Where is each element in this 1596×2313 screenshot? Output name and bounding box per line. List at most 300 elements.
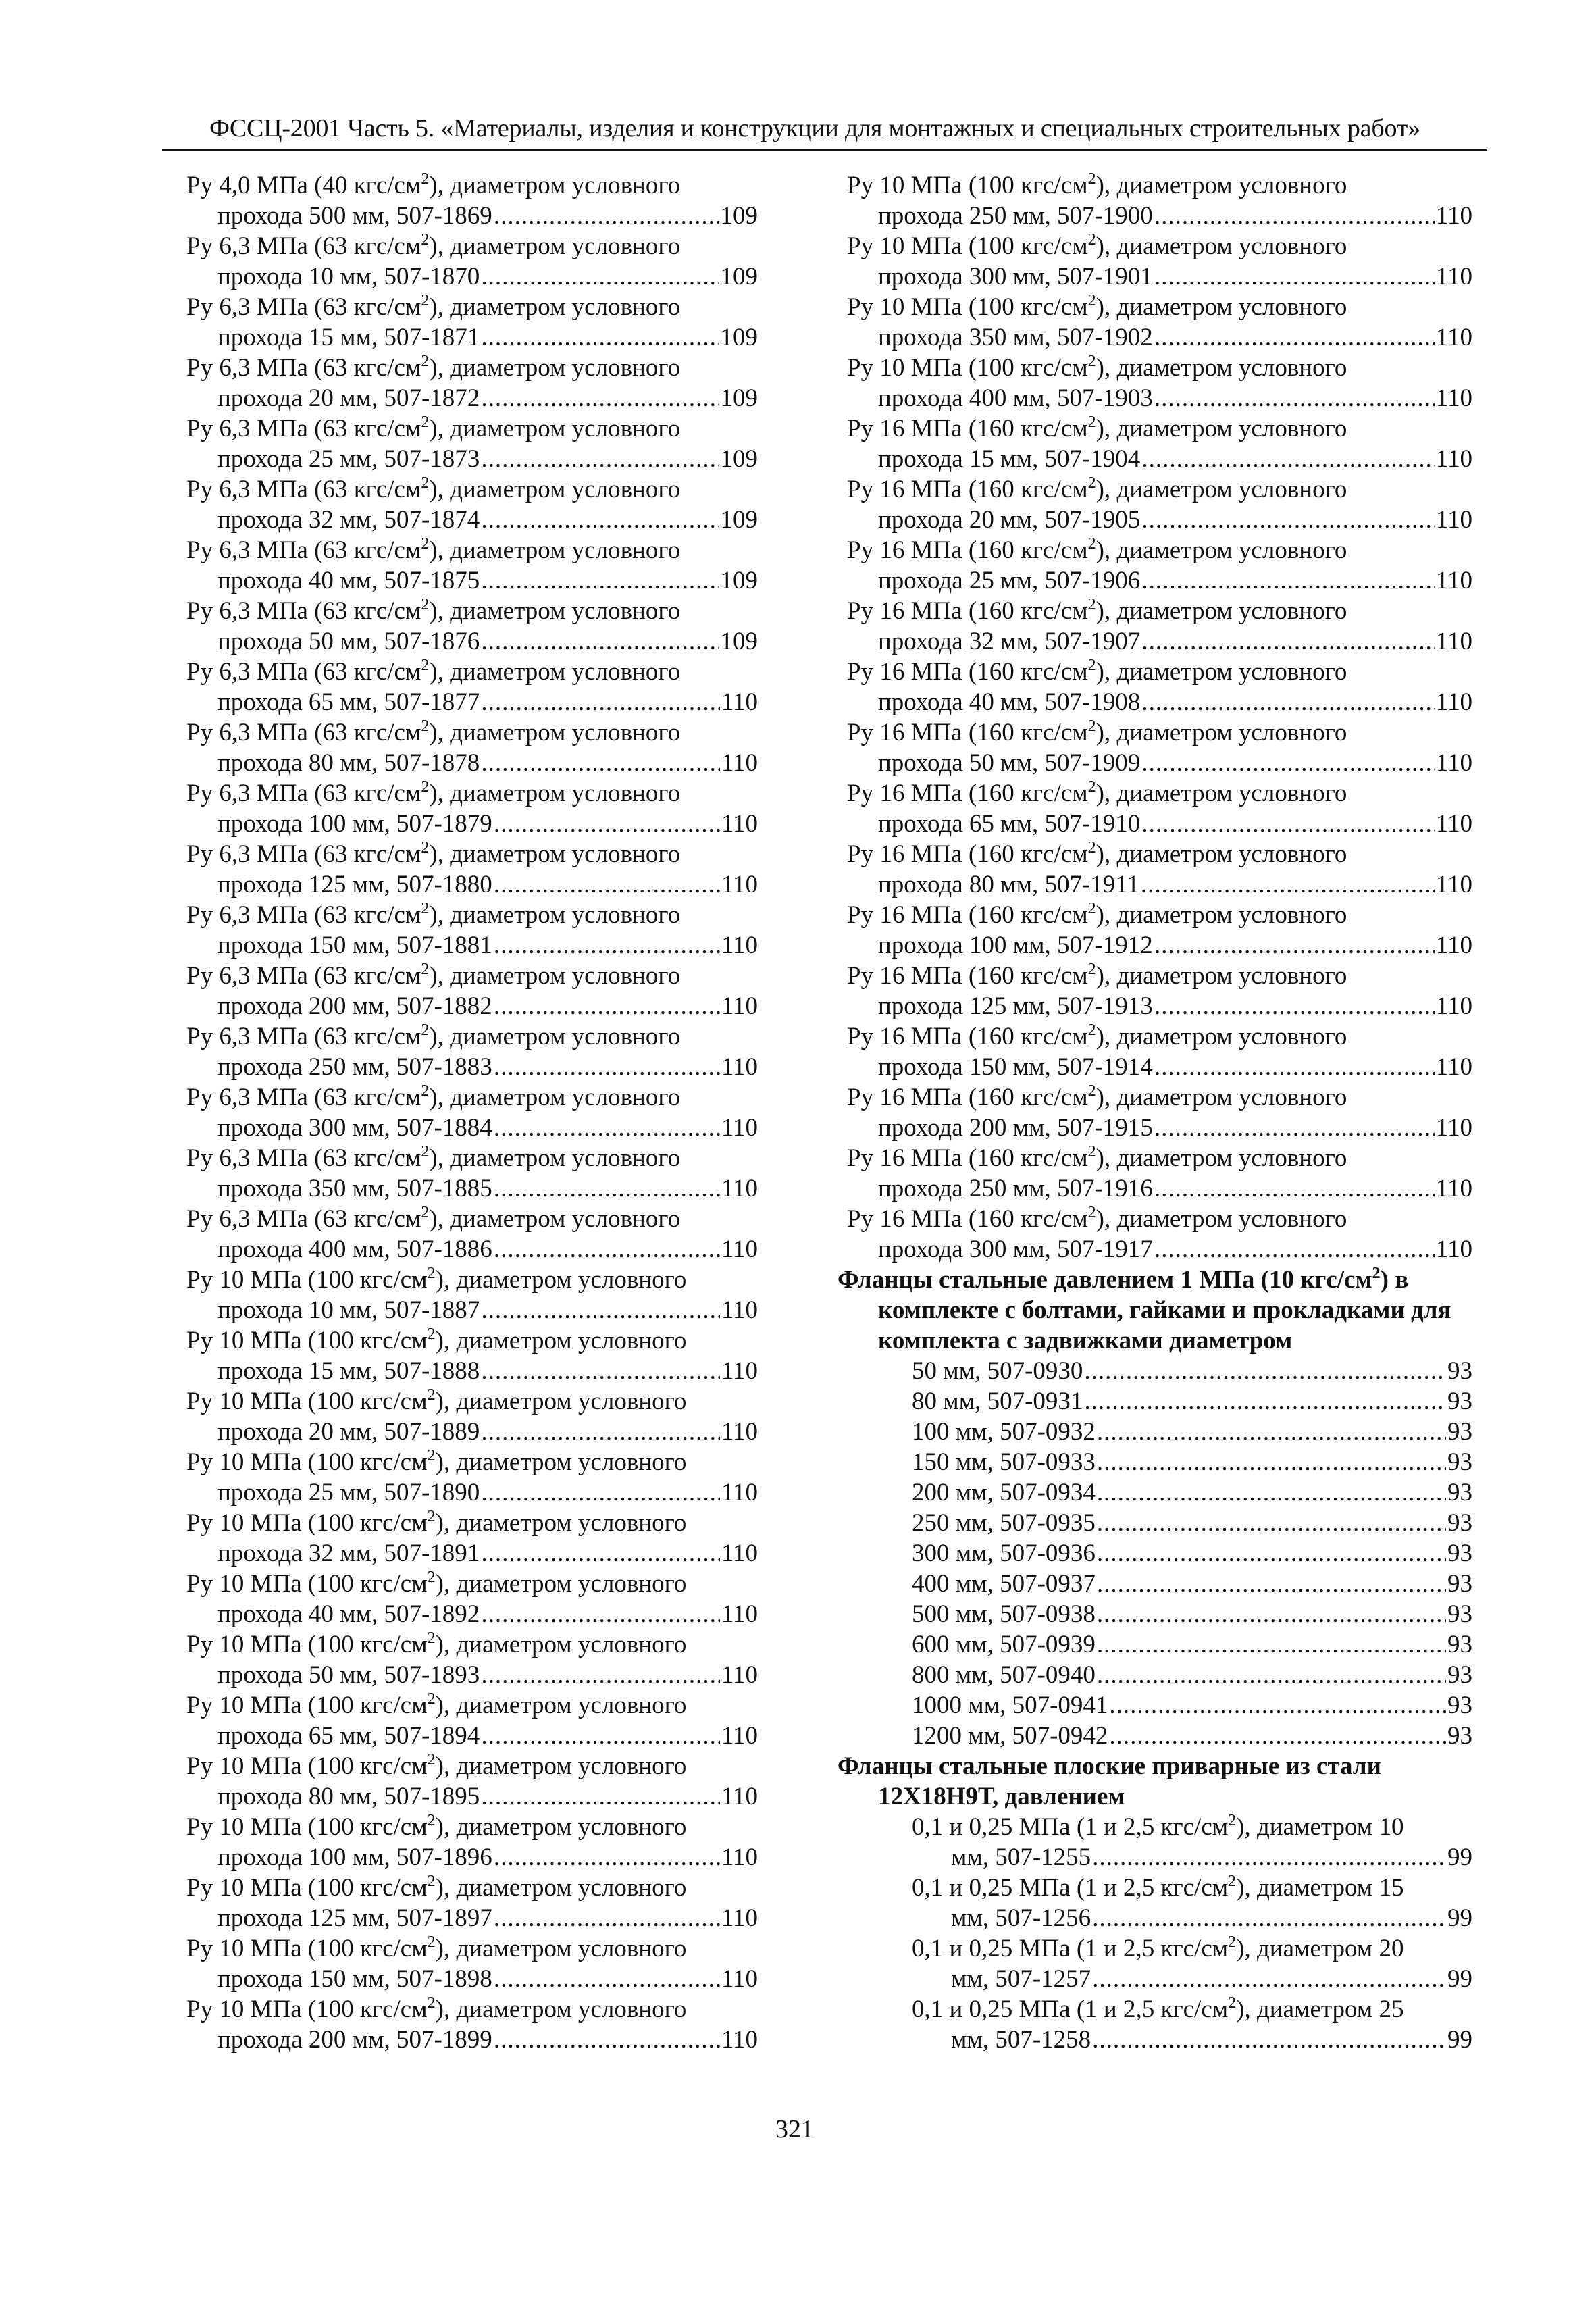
dot-leader: [494, 1234, 720, 1265]
dot-leader: [481, 1417, 720, 1447]
section-heading-line: Фланцы стальные плоские приварные из стали: [838, 1752, 1381, 1780]
entry-reference-line: [177, 1538, 758, 1569]
dot-leader: [494, 1052, 720, 1082]
item-code: 800 мм, 507-0940: [912, 1661, 1096, 1689]
dot-leader: [1154, 930, 1435, 961]
entry-reference-line: [177, 1599, 758, 1629]
entry-reference-line: [177, 201, 758, 231]
dot-leader: [494, 930, 720, 961]
entry-code: прохода 20 мм, 507-1889: [217, 1418, 480, 1446]
section-heading-line: 12Х18Н9Т, давлением: [878, 1783, 1125, 1810]
entry-page: 110: [721, 992, 758, 1020]
item-reference-line: [838, 2025, 1472, 2055]
entry-page: 110: [721, 1296, 758, 1324]
index-entry: [177, 1629, 758, 1690]
entry-code: прохода 250 мм, 507-1900: [878, 202, 1153, 230]
entry-description: Ру 10 МПа (100 кгс/$см^2$), диаметром условного: [186, 1325, 687, 1354]
entry-page: 110: [721, 1418, 758, 1446]
entry-reference-line: [177, 1113, 758, 1143]
entry-page: 110: [721, 1236, 758, 1263]
entry-page: 110: [721, 1904, 758, 1932]
entry-code: прохода 50 мм, 507-1893: [217, 1661, 480, 1689]
dot-leader: [1092, 1903, 1446, 1933]
dot-leader: [1097, 1599, 1446, 1629]
item-code: 80 мм, 507-0931: [912, 1388, 1083, 1415]
entry-reference-line: [838, 261, 1472, 292]
dot-leader: [481, 1599, 720, 1629]
item-code: 200 мм, 507-0934: [912, 1479, 1096, 1506]
entry-description: Ру 16 МПа (160 кгс/$см^2$), диаметром условного: [847, 961, 1347, 990]
entry-reference-line: [177, 444, 758, 474]
item-page: 93: [1447, 1479, 1472, 1506]
item-code: 600 мм, 507-0939: [912, 1631, 1096, 1658]
dot-leader: [1154, 1234, 1435, 1265]
entry-description: Ру 16 МПа (160 кгс/$см^2$), диаметром условного: [847, 413, 1347, 442]
entry-page: 110: [721, 1600, 758, 1628]
index-entry: [177, 717, 758, 778]
entry-reference-line: [838, 809, 1472, 839]
entry-code: прохода 200 мм, 507-1882: [217, 992, 492, 1020]
entry-description: Ру 6,3 МПа (63 кгс/$см^2$), диаметром условного: [186, 292, 681, 321]
entry-description: Ру 6,3 МПа (63 кгс/$см^2$), диаметром условного: [186, 717, 681, 746]
entry-reference-line: [838, 383, 1472, 413]
entry-description: Ру 10 МПа (100 кгс/$см^2$), диаметром условного: [186, 1386, 687, 1415]
entry-page: 110: [1435, 871, 1472, 898]
entry-description: Ру 6,3 МПа (63 кгс/$см^2$), диаметром условного: [186, 413, 681, 442]
entry-page: 110: [721, 871, 758, 898]
dot-leader: [1154, 1113, 1435, 1143]
section-heading-line: комплекте с болтами, гайками и прокладками для: [878, 1296, 1451, 1324]
index-entry: [177, 1265, 758, 1325]
entry-description: Ру 10 МПа (100 кгс/$см^2$), диаметром условного: [847, 292, 1347, 321]
dot-leader: [1141, 748, 1435, 778]
index-entry: [177, 961, 758, 1021]
dot-leader: [1092, 1842, 1446, 1873]
dot-leader: [494, 869, 720, 900]
entry-code: прохода 300 мм, 507-1917: [878, 1236, 1153, 1263]
entry-code: прохода 125 мм, 507-1913: [878, 992, 1153, 1020]
header-rule: [162, 149, 1487, 151]
entry-code: прохода 50 мм, 507-1909: [878, 749, 1141, 777]
entry-code: прохода 80 мм, 507-1878: [217, 749, 480, 777]
entry-page: 110: [721, 2026, 758, 2054]
dot-leader: [481, 1538, 720, 1569]
entry-page: 109: [720, 324, 758, 351]
index-entry: [177, 231, 758, 292]
dot-leader: [1084, 1356, 1446, 1386]
item-page: 93: [1447, 1509, 1472, 1537]
entry-description: Ру 6,3 МПа (63 кгс/$см^2$), диаметром условного: [186, 1143, 681, 1172]
entry-code: прохода 300 мм, 507-1884: [217, 1114, 492, 1142]
item-page: 93: [1447, 1570, 1472, 1598]
entry-page: 110: [1435, 932, 1472, 959]
entry-description: Ру 10 МПа (100 кгс/$см^2$), диаметром условного: [847, 231, 1347, 260]
item-page: 93: [1447, 1388, 1472, 1415]
entry-reference-line: [838, 322, 1472, 353]
entry-page: 110: [721, 1965, 758, 1993]
entry-code: прохода 125 мм, 507-1897: [217, 1904, 492, 1932]
entry-code: прохода 400 мм, 507-1886: [217, 1236, 492, 1263]
index-entry: [838, 413, 1472, 474]
entry-page: 110: [721, 1357, 758, 1385]
item-code: мм, 507-1256: [951, 1904, 1091, 1932]
index-entry: [177, 778, 758, 839]
item-page: 93: [1447, 1692, 1472, 1719]
entry-page: 109: [720, 384, 758, 412]
dot-leader: [494, 1903, 720, 1933]
entry-description: Ру 10 МПа (100 кгс/$см^2$), диаметром условного: [847, 353, 1347, 382]
entry-description: Ру 10 МПа (100 кгс/$см^2$), диаметром условного: [186, 1569, 687, 1598]
index-entry: [177, 353, 758, 413]
entry-code: прохода 25 мм, 507-1890: [217, 1479, 480, 1506]
dot-leader: [1097, 1629, 1446, 1660]
index-entry: [838, 231, 1472, 292]
index-entry: [177, 1204, 758, 1265]
section-item: [838, 1356, 1472, 1386]
entry-reference-line: [177, 505, 758, 535]
item-reference-line: [838, 1842, 1472, 1873]
entry-reference-line: [177, 1234, 758, 1265]
section-item: [838, 1447, 1472, 1477]
item-code: 100 мм, 507-0932: [912, 1418, 1096, 1446]
entry-code: прохода 40 мм, 507-1908: [878, 688, 1141, 716]
dot-leader: [481, 626, 719, 657]
entry-page: 110: [721, 1114, 758, 1142]
entry-description: Ру 10 МПа (100 кгс/$см^2$), диаметром условного: [186, 1751, 687, 1780]
right-entries: [838, 170, 1472, 1265]
entry-page: 110: [1435, 628, 1472, 655]
entry-code: прохода 400 мм, 507-1903: [878, 384, 1153, 412]
entry-reference-line: [177, 1964, 758, 1994]
index-entry: [838, 474, 1472, 535]
page-header: ФССЦ-2001 Часть 5. «Материалы, изделия и конструкции для монтажных и специальных строительных работ»: [209, 114, 1420, 143]
entry-page: 110: [1435, 749, 1472, 777]
dot-leader: [1084, 1386, 1446, 1417]
index-entry: [838, 900, 1472, 961]
index-entry: [177, 1508, 758, 1569]
item-page: 93: [1447, 1600, 1472, 1628]
entry-page: 110: [721, 1175, 758, 1202]
dot-leader: [494, 1113, 720, 1143]
entry-code: прохода 200 мм, 507-1915: [878, 1114, 1153, 1142]
item-description: 0,1 и 0,25 МПа (1 и 2,5 кгс/$см^2$), диаметром 20: [912, 1933, 1404, 1962]
dot-leader: [1154, 383, 1435, 413]
dot-leader: [1097, 1417, 1446, 1447]
section-flanges-12x18n9t: [838, 1751, 1472, 2055]
item-code: 150 мм, 507-0933: [912, 1448, 1096, 1476]
item-page: 99: [1447, 2026, 1472, 2054]
index-entry: [838, 778, 1472, 839]
entry-reference-line: [177, 1842, 758, 1873]
index-entry: [838, 717, 1472, 778]
entry-page: 110: [1435, 506, 1472, 534]
entry-reference-line: [177, 1356, 758, 1386]
section-heading-line: Фланцы стальные давлением 1 МПа (10 кгс/$см^2$) в: [838, 1265, 1409, 1294]
entry-page: 110: [1435, 263, 1472, 290]
entry-code: прохода 250 мм, 507-1883: [217, 1053, 492, 1081]
entry-code: прохода 200 мм, 507-1899: [217, 2026, 492, 2054]
dot-leader: [1097, 1569, 1446, 1599]
entry-code: прохода 15 мм, 507-1871: [217, 324, 480, 351]
entry-page: 110: [721, 1540, 758, 1567]
entry-reference-line: [177, 322, 758, 353]
entry-code: прохода 100 мм, 507-1912: [878, 932, 1153, 959]
entry-description: Ру 6,3 МПа (63 кгс/$см^2$), диаметром условного: [186, 1082, 681, 1111]
entry-page: 110: [1435, 445, 1472, 473]
entry-page: 110: [1435, 202, 1472, 230]
index-entry: [838, 596, 1472, 657]
item-code: 250 мм, 507-0935: [912, 1509, 1096, 1537]
dot-leader: [481, 383, 719, 413]
entry-code: прохода 32 мм, 507-1874: [217, 506, 480, 534]
entry-code: прохода 150 мм, 507-1881: [217, 932, 492, 959]
section-item: [838, 1417, 1472, 1447]
index-entry: [838, 961, 1472, 1021]
item-description: 0,1 и 0,25 МПа (1 и 2,5 кгс/$см^2$), диаметром 15: [912, 1873, 1404, 1902]
dot-leader: [1154, 201, 1435, 231]
dot-leader: [481, 1477, 720, 1508]
dot-leader: [481, 322, 719, 353]
entry-description: Ру 6,3 МПа (63 кгс/$см^2$), диаметром условного: [186, 839, 681, 868]
index-entry: [177, 292, 758, 353]
entry-description: Ру 6,3 МПа (63 кгс/$см^2$), диаметром условного: [186, 231, 681, 260]
entry-description: Ру 16 МПа (160 кгс/$см^2$), диаметром условного: [847, 1204, 1347, 1233]
dot-leader: [1109, 1690, 1446, 1721]
entry-description: Ру 6,3 МПа (63 кгс/$см^2$), диаметром условного: [186, 778, 681, 807]
entry-description: Ру 16 МПа (160 кгс/$см^2$), диаметром условного: [847, 1021, 1347, 1050]
dot-leader: [1092, 2025, 1446, 2055]
entry-page: 110: [721, 1844, 758, 1871]
entry-page: 110: [1435, 688, 1472, 716]
entry-code: прохода 15 мм, 507-1904: [878, 445, 1141, 473]
dot-leader: [481, 261, 719, 292]
section-item: [838, 1629, 1472, 1660]
section-heading-line: комплекта с задвижками диаметром: [878, 1327, 1293, 1354]
index-entry: [177, 1386, 758, 1447]
index-entry: [838, 1082, 1472, 1143]
entry-code: прохода 150 мм, 507-1898: [217, 1965, 492, 1993]
item-code: 300 мм, 507-0936: [912, 1540, 1096, 1567]
entry-page: 110: [1435, 1053, 1472, 1081]
item-page: 93: [1447, 1357, 1472, 1385]
entry-code: прохода 50 мм, 507-1876: [217, 628, 480, 655]
dot-leader: [1097, 1477, 1446, 1508]
item-page: 99: [1447, 1904, 1472, 1932]
section-item: [838, 1508, 1472, 1538]
item-page: 99: [1447, 1844, 1472, 1871]
index-entry: [177, 413, 758, 474]
entry-page: 110: [1435, 324, 1472, 351]
item-page: 93: [1447, 1661, 1472, 1689]
item-code: 400 мм, 507-0937: [912, 1570, 1096, 1598]
entry-page: 110: [1435, 810, 1472, 838]
dot-leader: [494, 991, 720, 1021]
entry-page: 110: [1435, 1175, 1472, 1202]
entry-code: прохода 350 мм, 507-1885: [217, 1175, 492, 1202]
entry-reference-line: [177, 869, 758, 900]
dot-leader: [1141, 626, 1435, 657]
entry-description: Ру 10 МПа (100 кгс/$см^2$), диаметром условного: [186, 1265, 687, 1294]
entry-page: 109: [720, 202, 758, 230]
item-code: 500 мм, 507-0938: [912, 1600, 1096, 1628]
dot-leader: [1154, 261, 1435, 292]
dot-leader: [481, 1721, 720, 1751]
dot-leader: [494, 1173, 720, 1204]
entry-code: прохода 100 мм, 507-1879: [217, 810, 492, 838]
item-code: 50 мм, 507-0930: [912, 1357, 1083, 1385]
entry-description: Ру 16 МПа (160 кгс/$см^2$), диаметром условного: [847, 1143, 1347, 1172]
entry-reference-line: [838, 626, 1472, 657]
item-description: 0,1 и 0,25 МПа (1 и 2,5 кгс/$см^2$), диаметром 10: [912, 1812, 1404, 1841]
entry-description: Ру 6,3 МПа (63 кгс/$см^2$), диаметром условного: [186, 657, 681, 686]
entry-code: прохода 150 мм, 507-1914: [878, 1053, 1153, 1081]
dot-leader: [1092, 1964, 1446, 1994]
entry-page: 109: [720, 567, 758, 594]
index-entry: [177, 1994, 758, 2055]
item-code: 1000 мм, 507-0941: [912, 1692, 1108, 1719]
entry-description: Ру 10 МПа (100 кгс/$см^2$), диаметром условного: [186, 1690, 687, 1719]
index-entry: [177, 1569, 758, 1629]
entry-description: Ру 6,3 МПа (63 кгс/$см^2$), диаметром условного: [186, 535, 681, 564]
entry-reference-line: [177, 1417, 758, 1447]
entry-description: Ру 4,0 МПа (40 кгс/$см^2$), диаметром условного: [186, 170, 681, 199]
entry-code: прохода 40 мм, 507-1892: [217, 1600, 480, 1628]
index-entry: [177, 596, 758, 657]
entry-reference-line: [838, 991, 1472, 1021]
index-entry: [838, 170, 1472, 231]
entry-page: 110: [721, 1479, 758, 1506]
entry-code: прохода 20 мм, 507-1872: [217, 384, 480, 412]
dot-leader: [1097, 1508, 1446, 1538]
entry-code: прохода 300 мм, 507-1901: [878, 263, 1153, 290]
left-column: [177, 170, 758, 2055]
entry-reference-line: [838, 201, 1472, 231]
item-page: 93: [1447, 1448, 1472, 1476]
dot-leader: [481, 687, 720, 717]
entry-code: прохода 250 мм, 507-1916: [878, 1175, 1153, 1202]
index-entry: [838, 839, 1472, 900]
item-description: 0,1 и 0,25 МПа (1 и 2,5 кгс/$см^2$), диаметром 25: [912, 1994, 1404, 2023]
dot-leader: [1141, 869, 1435, 900]
entry-description: Ру 16 МПа (160 кгс/$см^2$), диаметром условного: [847, 657, 1347, 686]
entry-page: 109: [720, 445, 758, 473]
entry-reference-line: [838, 1113, 1472, 1143]
entry-page: 110: [1435, 384, 1472, 412]
entry-reference-line: [177, 261, 758, 292]
entry-description: Ру 16 МПа (160 кгс/$см^2$), диаметром условного: [847, 839, 1347, 868]
entry-code: прохода 32 мм, 507-1907: [878, 628, 1141, 655]
dot-leader: [1141, 505, 1435, 535]
entry-description: Ру 16 МПа (160 кгс/$см^2$), диаметром условного: [847, 535, 1347, 564]
entry-page: 110: [1435, 1236, 1472, 1263]
item-code: мм, 507-1257: [951, 1965, 1091, 1993]
index-entry: [177, 839, 758, 900]
entry-reference-line: [838, 505, 1472, 535]
index-entry: [177, 657, 758, 717]
section-item: [838, 1690, 1472, 1721]
dot-leader: [481, 1781, 720, 1812]
item-page: 93: [1447, 1631, 1472, 1658]
entry-description: Ру 16 МПа (160 кгс/$см^2$), диаметром условного: [847, 474, 1347, 503]
entry-code: прохода 15 мм, 507-1888: [217, 1357, 480, 1385]
dot-leader: [1097, 1447, 1446, 1477]
section-item: [838, 1477, 1472, 1508]
entry-description: Ру 16 МПа (160 кгс/$см^2$), диаметром условного: [847, 900, 1347, 929]
dot-leader: [481, 1660, 720, 1690]
section-item: [838, 1660, 1472, 1690]
index-entry: [177, 1933, 758, 1994]
dot-leader: [1141, 565, 1435, 596]
dot-leader: [1141, 687, 1435, 717]
entry-page: 110: [721, 1053, 758, 1081]
index-entry: [177, 1143, 758, 1204]
entry-page: 110: [721, 1661, 758, 1689]
index-entry: [838, 353, 1472, 413]
entry-reference-line: [838, 444, 1472, 474]
entry-page: 110: [721, 1783, 758, 1810]
dot-leader: [494, 1842, 720, 1873]
item-code: мм, 507-1258: [951, 2026, 1091, 2054]
entry-code: прохода 10 мм, 507-1870: [217, 263, 480, 290]
section-flanges-1mpa: [838, 1265, 1472, 1751]
section-item: [838, 1386, 1472, 1417]
entry-code: прохода 65 мм, 507-1910: [878, 810, 1141, 838]
index-entry: [838, 1143, 1472, 1204]
index-entry: [177, 535, 758, 596]
entry-description: Ру 6,3 МПа (63 кгс/$см^2$), диаметром условного: [186, 474, 681, 503]
entry-description: Ру 6,3 МПа (63 кгс/$см^2$), диаметром условного: [186, 900, 681, 929]
entry-description: Ру 6,3 МПа (63 кгс/$см^2$), диаметром условного: [186, 353, 681, 382]
entry-code: прохода 40 мм, 507-1875: [217, 567, 480, 594]
entry-reference-line: [177, 1052, 758, 1082]
index-entry: [177, 1447, 758, 1508]
entry-code: прохода 25 мм, 507-1906: [878, 567, 1141, 594]
entry-reference-line: [838, 687, 1472, 717]
entry-page: 110: [721, 810, 758, 838]
entry-page: 110: [721, 932, 758, 959]
dot-leader: [481, 1356, 720, 1386]
entry-description: Ру 10 МПа (100 кгс/$см^2$), диаметром условного: [186, 1508, 687, 1537]
entry-reference-line: [838, 869, 1472, 900]
dot-leader: [481, 505, 719, 535]
entry-reference-line: [177, 383, 758, 413]
index-entry: [838, 1204, 1472, 1265]
item-page: 93: [1447, 1540, 1472, 1567]
item-page: 93: [1447, 1722, 1472, 1750]
entry-code: прохода 32 мм, 507-1891: [217, 1540, 480, 1567]
entry-reference-line: [177, 687, 758, 717]
dot-leader: [481, 1295, 720, 1325]
entry-description: Ру 6,3 МПа (63 кгс/$см^2$), диаметром условного: [186, 596, 681, 625]
page-number: 321: [775, 2115, 814, 2143]
dot-leader: [494, 809, 720, 839]
item-page: 99: [1447, 1965, 1472, 1993]
item-reference-line: [838, 1903, 1472, 1933]
entry-code: прохода 80 мм, 507-1895: [217, 1783, 480, 1810]
index-entry: [177, 1751, 758, 1812]
index-entry: [177, 1082, 758, 1143]
entry-description: Ру 10 МПа (100 кгс/$см^2$), диаметром условного: [186, 1873, 687, 1902]
entry-page: 110: [721, 749, 758, 777]
entry-reference-line: [177, 626, 758, 657]
entry-description: Ру 6,3 МПа (63 кгс/$см^2$), диаметром условного: [186, 961, 681, 990]
entry-page: 109: [720, 628, 758, 655]
entry-reference-line: [838, 1052, 1472, 1082]
dot-leader: [481, 444, 719, 474]
entry-reference-line: [177, 1173, 758, 1204]
dot-leader: [1097, 1660, 1446, 1690]
entry-code: прохода 65 мм, 507-1894: [217, 1722, 480, 1750]
